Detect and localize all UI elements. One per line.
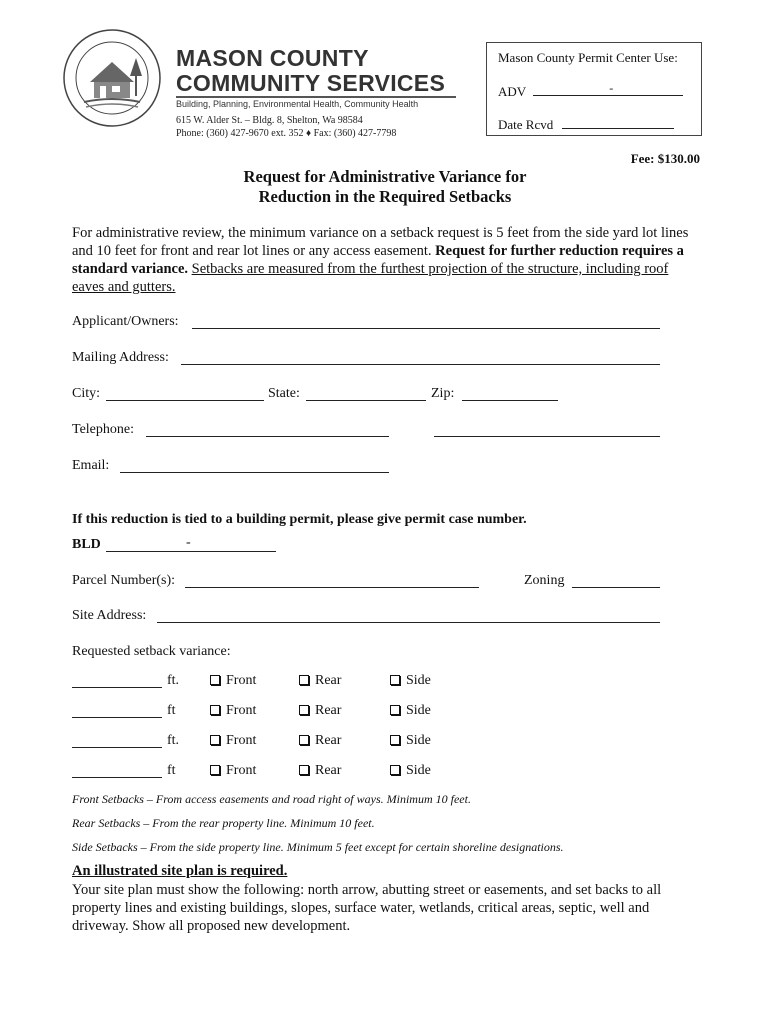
site-address-label: Site Address: [72, 608, 147, 623]
email-input[interactable] [120, 472, 389, 473]
setback-unit: ft. [167, 733, 180, 748]
date-rcvd-field: Date Rcvd [498, 116, 674, 133]
state-input[interactable] [306, 400, 426, 401]
bld-dash: - [186, 535, 191, 550]
site-plan-text: Your site plan must show the following: north arrow, abutting street or easements, and set backs to all property lines and existing buildings, slopes, surface water, wetlands, critical areas, septic, well and driveway. Show all proposed new development. [72, 882, 662, 934]
mailing-input[interactable] [181, 364, 660, 365]
checkbox-icon [390, 705, 400, 715]
site-plan-heading: An illustrated site plan is required. [72, 863, 288, 879]
side-checkbox[interactable]: Side [390, 673, 431, 689]
front-checkbox[interactable]: Front [210, 703, 256, 719]
checkbox-icon [210, 675, 220, 685]
checkbox-icon [210, 765, 220, 775]
setback-amount-input-4[interactable] [72, 777, 162, 778]
permit-center-box [486, 42, 702, 136]
org-address: 615 W. Alder St. – Bldg. 8, Shelton, Wa 98584 Phone: (360) 427-9670 ext. 352 ♦ Fax: (360) 427-7798 [176, 115, 397, 139]
zip-label: Zip: [431, 386, 455, 401]
adv-input[interactable]: - [533, 83, 683, 96]
applicant-input[interactable] [192, 328, 660, 329]
telephone-alt-input[interactable] [434, 436, 660, 437]
county-seal-logo [62, 28, 162, 128]
rear-checkbox[interactable]: Rear [299, 673, 341, 689]
front-checkbox[interactable]: Front [210, 763, 256, 779]
setback-unit: ft. [167, 673, 180, 688]
checkbox-icon [390, 675, 400, 685]
checkbox-icon [210, 735, 220, 745]
checkbox-icon [299, 765, 309, 775]
zoning-input[interactable] [572, 587, 660, 588]
page-title: Request for Administrative Variance for Reduction in the Required Setbacks [243, 167, 527, 206]
zip-input[interactable] [462, 400, 558, 401]
permit-question: If this reduction is tied to a building permit, please give permit case number. [72, 512, 527, 527]
mailing-label: Mailing Address: [72, 350, 169, 365]
checkbox-icon [390, 765, 400, 775]
checkbox-icon [299, 675, 309, 685]
setback-amount-input-1[interactable] [72, 687, 162, 688]
email-label: Email: [72, 458, 110, 473]
setback-unit: ft [167, 763, 176, 778]
city-label: City: [72, 386, 101, 401]
state-label: State: [268, 386, 300, 401]
parcel-input[interactable] [185, 587, 479, 588]
permit-box-title: Mason County Permit Center Use: [498, 50, 678, 65]
checkbox-icon [210, 705, 220, 715]
setback-amount-input-2[interactable] [72, 717, 162, 718]
checkbox-icon [390, 735, 400, 745]
checkbox-icon [299, 705, 309, 715]
applicant-label: Applicant/Owners: [72, 314, 179, 329]
zoning-label: Zoning [524, 573, 565, 588]
side-setback-note: Side Setbacks – From the side property line. Minimum 5 feet except for certain shoreline designations. [72, 840, 564, 854]
bld-input[interactable] [106, 551, 276, 552]
rear-checkbox[interactable]: Rear [299, 733, 341, 749]
parcel-label: Parcel Number(s): [72, 573, 176, 588]
org-name: MASON COUNTY COMMUNITY SERVICES [176, 45, 446, 96]
checkbox-icon [299, 735, 309, 745]
front-checkbox[interactable]: Front [210, 733, 256, 749]
bld-label: BLD [72, 537, 101, 552]
date-rcvd-input[interactable] [562, 116, 674, 129]
rear-checkbox[interactable]: Rear [299, 703, 341, 719]
front-setback-note: Front Setbacks – From access easements and road right of ways. Minimum 10 feet. [72, 792, 471, 806]
setback-heading: Requested setback variance: [72, 644, 231, 659]
setback-unit: ft [167, 703, 176, 718]
rear-checkbox[interactable]: Rear [299, 763, 341, 779]
side-checkbox[interactable]: Side [390, 703, 431, 719]
setback-amount-input-3[interactable] [72, 747, 162, 748]
org-subtitle: Building, Planning, Environmental Health, Community Health [176, 99, 419, 109]
city-input[interactable] [106, 400, 264, 401]
adv-field: ADV - [498, 83, 683, 100]
side-checkbox[interactable]: Side [390, 763, 431, 779]
side-checkbox[interactable]: Side [390, 733, 431, 749]
telephone-input[interactable] [146, 436, 389, 437]
site-address-input[interactable] [157, 622, 660, 623]
telephone-label: Telephone: [72, 422, 134, 437]
fee-label: Fee: $130.00 [630, 151, 700, 166]
rear-setback-note: Rear Setbacks – From the rear property line. Minimum 10 feet. [72, 816, 375, 830]
intro-paragraph: For administrative review, the minimum variance on a setback request is 5 feet from the side yard lot lines and 10 feet for front and rear lot lines or any access easement. Request for further reduction requires a standard variance. Setbacks are measured from the furthest projection of the structure, including roof eaves and gutters. [72, 225, 689, 295]
org-rule [176, 96, 456, 98]
front-checkbox[interactable]: Front [210, 673, 256, 689]
